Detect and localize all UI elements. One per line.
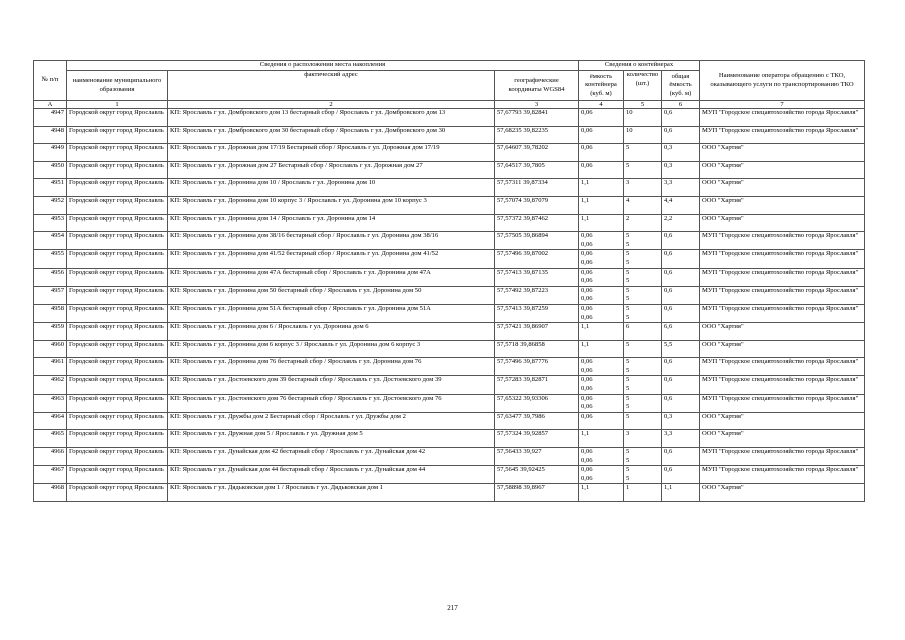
capacity-cell-value: 0,06 <box>581 250 593 258</box>
total-capacity-cell: 0,6 <box>662 250 700 268</box>
quantity-cell-value: 5 <box>626 240 630 248</box>
header-location-group: Сведения о расположении места накопления <box>67 61 579 71</box>
quantity-cell <box>624 466 662 484</box>
address-cell: КП: Ярославль г ул. Доронина дом 14 / Ярославль г ул. Доронина дом 14 <box>168 214 495 232</box>
quantity-cell <box>624 448 662 466</box>
quantity-cell-value: 1 <box>626 484 630 492</box>
quantity-cell <box>624 126 662 144</box>
header-count: количество (шт.) <box>624 71 662 101</box>
operator-cell: МУП "Городское спецавтохозяйство города Ярославля" <box>700 376 865 394</box>
capacity-cell <box>579 394 624 412</box>
quantity-cell <box>624 412 662 430</box>
capacity-cell <box>579 109 624 127</box>
quantity-cell-value: 5 <box>626 313 630 321</box>
quantity-cell <box>624 484 662 502</box>
coordinates-cell: 57,63477 39,7986 <box>495 412 579 430</box>
quantity-cell-value: 5 <box>626 394 630 402</box>
municipality-cell: Городской округ город Ярославль <box>67 286 168 304</box>
capacity-cell-value: 0,06 <box>581 232 593 240</box>
capacity-cell <box>579 430 624 448</box>
quantity-cell-value: 5 <box>626 412 630 420</box>
capacity-cell-value: 0,06 <box>581 277 593 285</box>
capacity-cell-value: 0,06 <box>581 358 593 366</box>
quantity-cell <box>624 430 662 448</box>
capacity-cell-value: 0,06 <box>581 385 593 393</box>
coordinates-cell: 57,57421 39,86907 <box>495 323 579 341</box>
capacity-cell-value: 0,06 <box>581 456 593 464</box>
quantity-cell-value: 5 <box>626 258 630 266</box>
coordinates-cell: 57,57492 39,87223 <box>495 286 579 304</box>
table-row <box>34 466 865 484</box>
column-index-cell: 7 <box>700 101 865 109</box>
coordinates-cell: 57,57505 39,86894 <box>495 232 579 250</box>
coordinates-cell: 57,5645 39,92425 <box>495 466 579 484</box>
capacity-cell <box>579 448 624 466</box>
capacity-cell-value: 0,06 <box>581 412 593 420</box>
quantity-cell <box>624 268 662 286</box>
address-cell: КП: Ярославль г ул. Дружбы дом 2 Бестарный сбор / Ярославль г ул. Дружбы дом 2 <box>168 412 495 430</box>
column-index-row <box>34 101 865 109</box>
total-capacity-cell: 6,6 <box>662 323 700 341</box>
municipality-cell: Городской округ город Ярославль <box>67 484 168 502</box>
total-capacity-cell: 0,6 <box>662 394 700 412</box>
quantity-cell <box>624 286 662 304</box>
table-row <box>34 179 865 197</box>
quantity-cell <box>624 214 662 232</box>
capacity-cell-value: 1,1 <box>581 179 590 187</box>
capacity-cell <box>579 412 624 430</box>
coordinates-cell: 57,68235 39,82235 <box>495 126 579 144</box>
capacity-cell <box>579 268 624 286</box>
quantity-cell-value: 5 <box>626 358 630 366</box>
header-capacity: ёмкость контейнера (куб. м) <box>579 71 624 101</box>
capacity-cell-value: 0,06 <box>581 394 593 402</box>
municipality-cell: Городской округ город Ярославль <box>67 394 168 412</box>
capacity-cell-value: 0,06 <box>581 403 593 411</box>
municipality-cell: Городской округ город Ярославль <box>67 466 168 484</box>
capacity-cell <box>579 466 624 484</box>
table-row <box>34 214 865 232</box>
address-cell: КП: Ярославль г ул. Доронина дом 47А бестарный сбор / Ярославль г ул. Доронина дом 47А <box>168 268 495 286</box>
total-capacity-cell: 0,6 <box>662 358 700 376</box>
quantity-cell <box>624 340 662 358</box>
table-row <box>34 394 865 412</box>
address-cell: КП: Ярославль г ул. Домбровского дом 13 бестарный сбор / Ярославль г ул. Домбровского дом 13 <box>168 109 495 127</box>
header-coords: географические координаты WGS84 <box>495 71 579 101</box>
table-row <box>34 286 865 304</box>
capacity-cell-value: 1,1 <box>581 430 590 438</box>
capacity-cell-value: 0,06 <box>581 268 593 276</box>
quantity-cell <box>624 109 662 127</box>
municipality-cell: Городской округ город Ярославль <box>67 323 168 341</box>
coordinates-cell: 57,64607 39,78202 <box>495 144 579 162</box>
row-number: 4956 <box>34 268 67 286</box>
municipality-cell: Городской округ город Ярославль <box>67 179 168 197</box>
operator-cell: ООО "Хартия" <box>700 340 865 358</box>
operator-cell: МУП "Городское спецавтохозяйство города Ярославля" <box>700 394 865 412</box>
municipality-cell: Городской округ город Ярославль <box>67 412 168 430</box>
total-capacity-cell: 4,4 <box>662 196 700 214</box>
total-capacity-cell: 5,5 <box>662 340 700 358</box>
row-number: 4950 <box>34 161 67 179</box>
address-cell: КП: Ярославль г ул. Доронина дом 76 бестарный сбор / Ярославль г ул. Доронина дом 76 <box>168 358 495 376</box>
total-capacity-cell: 0,6 <box>662 448 700 466</box>
column-index-cell: 5 <box>624 101 662 109</box>
municipality-cell: Городской округ город Ярославль <box>67 161 168 179</box>
capacity-cell <box>579 179 624 197</box>
municipality-cell: Городской округ город Ярославль <box>67 376 168 394</box>
capacity-cell-value: 0,06 <box>581 161 593 169</box>
total-capacity-cell: 0,3 <box>662 412 700 430</box>
coordinates-cell: 57,57311 39,87334 <box>495 179 579 197</box>
table-row <box>34 304 865 322</box>
capacity-cell <box>579 161 624 179</box>
address-cell: КП: Ярославль г ул. Доронина дом 10 корпус 3 / Ярославль г ул. Доронина дом 10 корпус 3 <box>168 196 495 214</box>
address-cell: КП: Ярославль г ул. Доронина дом 10 / Ярославль г ул. Доронина дом 10 <box>168 179 495 197</box>
capacity-cell <box>579 232 624 250</box>
capacity-cell-value: 0,06 <box>581 286 593 294</box>
coordinates-cell: 57,57496 39,87002 <box>495 250 579 268</box>
capacity-cell-value: 0,06 <box>581 295 593 303</box>
row-number: 4952 <box>34 196 67 214</box>
address-cell: КП: Ярославль г ул. Достоевского дом 39 бестарный сбор / Ярославль г ул. Достоевского дом 39 <box>168 376 495 394</box>
quantity-cell-value: 5 <box>626 456 630 464</box>
quantity-cell <box>624 323 662 341</box>
quantity-cell-value: 4 <box>626 196 630 204</box>
address-cell: КП: Ярославль г ул. Дунайская дом 42 бестарный сбор / Ярославль г ул. Дунайская дом 42 <box>168 448 495 466</box>
header-num: № п/п <box>34 61 67 101</box>
municipality-cell: Городской округ город Ярославль <box>67 340 168 358</box>
capacity-cell <box>579 376 624 394</box>
table-row <box>34 144 865 162</box>
capacity-cell <box>579 304 624 322</box>
header-operator-text: Наименование оператора обращению с ТКО, оказывающего услуги по транспортированию ТКО <box>710 71 854 88</box>
capacity-cell <box>579 250 624 268</box>
address-cell: КП: Ярославль г ул. Доронина дом 51А бестарный сбор / Ярославль г ул. Доронина дом 51А <box>168 304 495 322</box>
quantity-cell-value: 5 <box>626 448 630 456</box>
row-number: 4965 <box>34 430 67 448</box>
capacity-cell-value: 0,06 <box>581 258 593 266</box>
header-address: фактический адрес <box>168 71 495 101</box>
header-operator <box>700 61 865 101</box>
row-number: 4958 <box>34 304 67 322</box>
row-number: 4963 <box>34 394 67 412</box>
total-capacity-cell: 3,3 <box>662 430 700 448</box>
row-number: 4968 <box>34 484 67 502</box>
total-capacity-cell: 0,6 <box>662 304 700 322</box>
capacity-cell-value: 0,06 <box>581 376 593 384</box>
table-row <box>34 250 865 268</box>
municipality-cell: Городской округ город Ярославль <box>67 109 168 127</box>
coordinates-cell: 57,57372 39,87462 <box>495 214 579 232</box>
coordinates-cell: 57,57324 39,92857 <box>495 430 579 448</box>
quantity-cell <box>624 394 662 412</box>
capacity-cell-value: 0,06 <box>581 466 593 474</box>
quantity-cell-value: 10 <box>626 109 633 116</box>
capacity-cell-value: 0,06 <box>581 474 593 482</box>
row-number: 4957 <box>34 286 67 304</box>
operator-cell: ООО "Хартия" <box>700 196 865 214</box>
page-number: 217 <box>447 604 458 612</box>
header-municipality: наименование муниципального образования <box>67 71 168 101</box>
capacity-cell-value: 0,06 <box>581 366 593 374</box>
table-row <box>34 323 865 341</box>
total-capacity-cell: 3,3 <box>662 179 700 197</box>
registry-table <box>33 60 865 502</box>
row-number: 4948 <box>34 126 67 144</box>
coordinates-cell: 57,64517 39,7805 <box>495 161 579 179</box>
municipality-cell: Городской округ город Ярославль <box>67 232 168 250</box>
capacity-cell-value: 0,06 <box>581 304 593 312</box>
capacity-cell-value: 0,06 <box>581 144 593 152</box>
row-number: 4966 <box>34 448 67 466</box>
capacity-cell <box>579 144 624 162</box>
municipality-cell: Городской округ город Ярославль <box>67 358 168 376</box>
quantity-cell-value: 5 <box>626 286 630 294</box>
municipality-cell: Городской округ город Ярославль <box>67 126 168 144</box>
quantity-cell-value: 5 <box>626 366 630 374</box>
quantity-cell-value: 5 <box>626 295 630 303</box>
address-cell: КП: Ярославль г ул. Доронина дом 6 корпус 3 / Ярославль г ул. Доронина дом 6 корпус 3 <box>168 340 495 358</box>
address-cell: КП: Ярославль г ул. Доронина дом 41/52 бестарный сбор / Ярославль г ул. Доронина дом 41/52 <box>168 250 495 268</box>
capacity-cell-value: 0,06 <box>581 240 593 248</box>
row-number: 4961 <box>34 358 67 376</box>
capacity-cell-value: 0,06 <box>581 126 593 134</box>
quantity-cell-value: 10 <box>626 126 633 134</box>
quantity-cell-value: 5 <box>626 340 630 348</box>
capacity-cell-value: 0,06 <box>581 313 593 321</box>
table-row <box>34 430 865 448</box>
quantity-cell-value: 5 <box>626 268 630 276</box>
row-number: 4960 <box>34 340 67 358</box>
coordinates-cell: 57,57074 39,87079 <box>495 196 579 214</box>
quantity-cell-value: 5 <box>626 304 630 312</box>
row-number: 4949 <box>34 144 67 162</box>
total-capacity-cell: 0,6 <box>662 376 700 394</box>
quantity-cell-value: 6 <box>626 323 630 331</box>
table-row <box>34 109 865 127</box>
address-cell: КП: Ярославль г ул. Дорожная дом 17/19 Бестарный сбор / Ярославль г ул. Дорожная дом 17/19 <box>168 144 495 162</box>
table-row <box>34 268 865 286</box>
operator-cell: ООО "Хартия" <box>700 214 865 232</box>
operator-cell: МУП "Городское спецавтохозяйство города Ярославля" <box>700 250 865 268</box>
capacity-cell-value: 0,06 <box>581 109 593 116</box>
total-capacity-cell: 1,1 <box>662 484 700 502</box>
operator-cell: МУП "Городское спецавтохозяйство города Ярославля" <box>700 109 865 127</box>
quantity-cell-value: 3 <box>626 430 630 438</box>
municipality-cell: Городской округ город Ярославль <box>67 214 168 232</box>
operator-cell: ООО "Хартия" <box>700 179 865 197</box>
quantity-cell <box>624 144 662 162</box>
quantity-cell <box>624 376 662 394</box>
table-row <box>34 196 865 214</box>
total-capacity-cell: 0,3 <box>662 144 700 162</box>
operator-cell: ООО "Хартия" <box>700 161 865 179</box>
quantity-cell <box>624 196 662 214</box>
coordinates-cell: 57,5718 39,86858 <box>495 340 579 358</box>
row-number: 4955 <box>34 250 67 268</box>
table-row <box>34 126 865 144</box>
municipality-cell: Городской округ город Ярославль <box>67 430 168 448</box>
capacity-cell-value: 1,1 <box>581 340 590 348</box>
operator-cell: МУП "Городское спецавтохозяйство города Ярославля" <box>700 304 865 322</box>
total-capacity-cell: 0,6 <box>662 286 700 304</box>
row-number: 4951 <box>34 179 67 197</box>
capacity-cell <box>579 126 624 144</box>
quantity-cell <box>624 358 662 376</box>
column-index-cell: 6 <box>662 101 700 109</box>
capacity-cell-value: 1,1 <box>581 323 590 331</box>
table-row <box>34 340 865 358</box>
address-cell: КП: Ярославль г ул. Дружная дом 5 / Ярославль г ул. Дружная дом 5 <box>168 430 495 448</box>
address-cell: КП: Ярославль г ул. Доронина дом 38/16 бестарный сбор / Ярославль г ул. Доронина дом 38/16 <box>168 232 495 250</box>
address-cell: КП: Ярославль г ул. Дорожная дом 27 Бестарный сбор / Ярославль г ул. Дорожная дом 27 <box>168 161 495 179</box>
quantity-cell-value: 5 <box>626 161 630 169</box>
municipality-cell: Городской округ город Ярославль <box>67 304 168 322</box>
coordinates-cell: 57,57283 39,82871 <box>495 376 579 394</box>
municipality-cell: Городской округ город Ярославль <box>67 448 168 466</box>
operator-cell: МУП "Городское спецавтохозяйство города Ярославля" <box>700 232 865 250</box>
column-index-cell: 3 <box>495 101 579 109</box>
capacity-cell <box>579 196 624 214</box>
table-row <box>34 161 865 179</box>
total-capacity-cell: 0,6 <box>662 126 700 144</box>
address-cell: КП: Ярославль г ул. Достоевского дом 76 бестарный сбор / Ярославль г ул. Достоевского дом 76 <box>168 394 495 412</box>
column-index-cell: А <box>34 101 67 109</box>
quantity-cell <box>624 232 662 250</box>
quantity-cell-value: 3 <box>626 179 630 187</box>
quantity-cell <box>624 161 662 179</box>
row-number: 4954 <box>34 232 67 250</box>
operator-cell: ООО "Хартия" <box>700 484 865 502</box>
quantity-cell-value: 2 <box>626 214 630 222</box>
municipality-cell: Городской округ город Ярославль <box>67 250 168 268</box>
table-row <box>34 412 865 430</box>
capacity-cell-value: 1,1 <box>581 214 590 222</box>
operator-cell: МУП "Городское спецавтохозяйство города Ярославля" <box>700 466 865 484</box>
address-cell: КП: Ярославль г ул. Дядьковская дом 1 / Ярославль г ул. Дядьковская дом 1 <box>168 484 495 502</box>
capacity-cell <box>579 484 624 502</box>
capacity-cell <box>579 323 624 341</box>
quantity-cell-value: 5 <box>626 232 630 240</box>
row-number: 4967 <box>34 466 67 484</box>
row-number: 4964 <box>34 412 67 430</box>
total-capacity-cell: 0,6 <box>662 232 700 250</box>
operator-cell: МУП "Городское спецавтохозяйство города Ярославля" <box>700 286 865 304</box>
address-cell: КП: Ярославль г ул. Дунайская дом 44 бестарный сбор / Ярославль г ул. Дунайская дом 44 <box>168 466 495 484</box>
coordinates-cell: 57,58898 39,8967 <box>495 484 579 502</box>
table-row <box>34 376 865 394</box>
coordinates-cell: 57,57496 39,87776 <box>495 358 579 376</box>
coordinates-cell: 57,57413 39,87259 <box>495 304 579 322</box>
quantity-cell-value: 5 <box>626 277 630 285</box>
table-row <box>34 358 865 376</box>
municipality-cell: Городской округ город Ярославль <box>67 144 168 162</box>
row-number: 4953 <box>34 214 67 232</box>
capacity-cell-value: 1,1 <box>581 484 590 492</box>
operator-cell: МУП "Городское спецавтохозяйство города Ярославля" <box>700 358 865 376</box>
address-cell: КП: Ярославль г ул. Доронина дом 50 бестарный сбор / Ярославль г ул. Доронина дом 50 <box>168 286 495 304</box>
total-capacity-cell: 2,2 <box>662 214 700 232</box>
quantity-cell-value: 5 <box>626 385 630 393</box>
coordinates-cell: 57,67793 39,82841 <box>495 109 579 127</box>
coordinates-cell: 57,57413 39,87135 <box>495 268 579 286</box>
column-index-cell: 1 <box>67 101 168 109</box>
header-total: общая ёмкость (куб. м) <box>662 71 700 101</box>
row-number: 4947 <box>34 109 67 127</box>
quantity-cell <box>624 304 662 322</box>
capacity-cell <box>579 214 624 232</box>
row-number: 4962 <box>34 376 67 394</box>
column-index-cell: 4 <box>579 101 624 109</box>
coordinates-cell: 57,56433 39,927 <box>495 448 579 466</box>
quantity-cell <box>624 179 662 197</box>
operator-cell: МУП "Городское спецавтохозяйство города Ярославля" <box>700 268 865 286</box>
quantity-cell-value: 5 <box>626 474 630 482</box>
quantity-cell-value: 5 <box>626 250 630 258</box>
table-row <box>34 232 865 250</box>
quantity-cell <box>624 250 662 268</box>
address-cell: КП: Ярославль г ул. Домбровского дом 30 бестарный сбор / Ярославль г ул. Домбровского дом 30 <box>168 126 495 144</box>
capacity-cell <box>579 358 624 376</box>
capacity-cell <box>579 340 624 358</box>
quantity-cell-value: 5 <box>626 144 630 152</box>
total-capacity-cell: 0,6 <box>662 268 700 286</box>
operator-cell: ООО "Хартия" <box>700 412 865 430</box>
header-containers-group: Сведения о контейнерах <box>579 61 700 71</box>
operator-cell: ООО "Хартия" <box>700 323 865 341</box>
operator-cell: ООО "Хартия" <box>700 430 865 448</box>
row-number: 4959 <box>34 323 67 341</box>
coordinates-cell: 57,65322 39,93306 <box>495 394 579 412</box>
total-capacity-cell: 0,3 <box>662 161 700 179</box>
municipality-cell: Городской округ город Ярославль <box>67 268 168 286</box>
quantity-cell-value: 5 <box>626 403 630 411</box>
operator-cell: МУП "Городское спецавтохозяйство города Ярославля" <box>700 448 865 466</box>
total-capacity-cell: 0,6 <box>662 466 700 484</box>
table-row <box>34 448 865 466</box>
quantity-cell-value: 5 <box>626 466 630 474</box>
column-index-cell: 2 <box>168 101 495 109</box>
operator-cell: МУП "Городское спецавтохозяйство города Ярославля" <box>700 126 865 144</box>
capacity-cell <box>579 286 624 304</box>
quantity-cell-value: 5 <box>626 376 630 384</box>
municipality-cell: Городской округ город Ярославль <box>67 196 168 214</box>
capacity-cell-value: 0,06 <box>581 448 593 456</box>
table-row <box>34 484 865 502</box>
address-cell: КП: Ярославль г ул. Доронина дом 6 / Ярославль г ул. Доронина дом 6 <box>168 323 495 341</box>
operator-cell: ООО "Хартия" <box>700 144 865 162</box>
capacity-cell-value: 1,1 <box>581 196 590 204</box>
total-capacity-cell: 0,6 <box>662 109 700 127</box>
